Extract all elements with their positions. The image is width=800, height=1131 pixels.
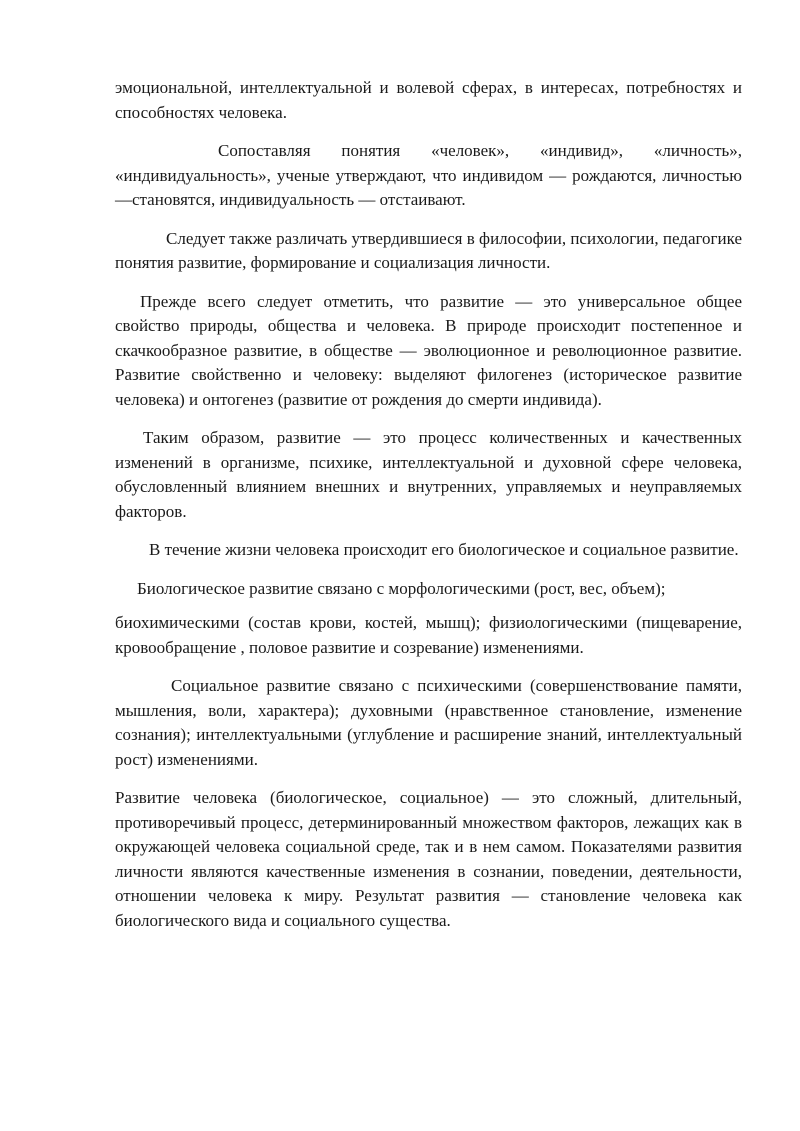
paragraph-5: Таким образом, развитие — это процесс количественных и качественных изменений в организме, психике, интеллектуальной и духовной сфере человека, обусловленный влиянием внешних и внутренних, управляемых и неуправляемых факторов.: [115, 428, 742, 521]
paragraph-8: биохимическими (состав крови, костей, мышц); физиологическими (пищеварение, кровообращение , половое развитие и созревание) изменениями.: [115, 613, 742, 657]
paragraph-10: Развитие человека (биологическое, социальное) — это сложный, длительный, противоречивый процесс, детерминированный множеством факторов, лежащих как в окружающей человека социальной среде, так и в нем самом. Показателями развития личности являются качественные изменения в сознании, поведении, деятельности, отношении человека к миру. Результат развития — становление человека как биологического вида и социального существа.: [115, 788, 742, 930]
paragraph-9: Социальное развитие связано с психическими (совершенствование памяти, мышления, воли, характера); духовными (нравственное становление, изменение сознания); интеллектуальными (углубление и расширение знаний, интеллектуальный рост) изменениями.: [115, 676, 742, 769]
paragraph-6: В течение жизни человека происходит его биологическое и социальное развитие.: [149, 540, 739, 559]
paragraph-3: Следует также различать утвердившиеся в философии, психологии, педагогике понятия развитие, формирование и социализация личности.: [115, 228, 742, 272]
paragraph-4: Прежде всего следует отметить, что развитие — это универсальное общее свойство природы, общества и человека. В природе происходит постепенное и скачкообразное развитие, в обществе — эволюционное и революционное развитие. Развитие свойственно и человеку: выделяют филогенез (историческое развитие человека) и онтогенез (развитие от рождения до смерти индивида).: [115, 291, 742, 409]
paragraph-7: Биологическое развитие связано с морфологическими (рост, вес, объем);: [137, 578, 666, 598]
paragraph-2: Сопоставляя понятия «человек», «индивид», «личность», «индивидуальность», ученые утверждают, что индивидом — рождаются, личностью —становятся, индивидуальность — отстаивают.: [115, 141, 742, 209]
document-page: [115, 76, 742, 933]
paragraph-1: эмоциональной, интеллектуальной и волевой сферах, в интересах, потребностях и способностях человека.: [115, 78, 742, 122]
